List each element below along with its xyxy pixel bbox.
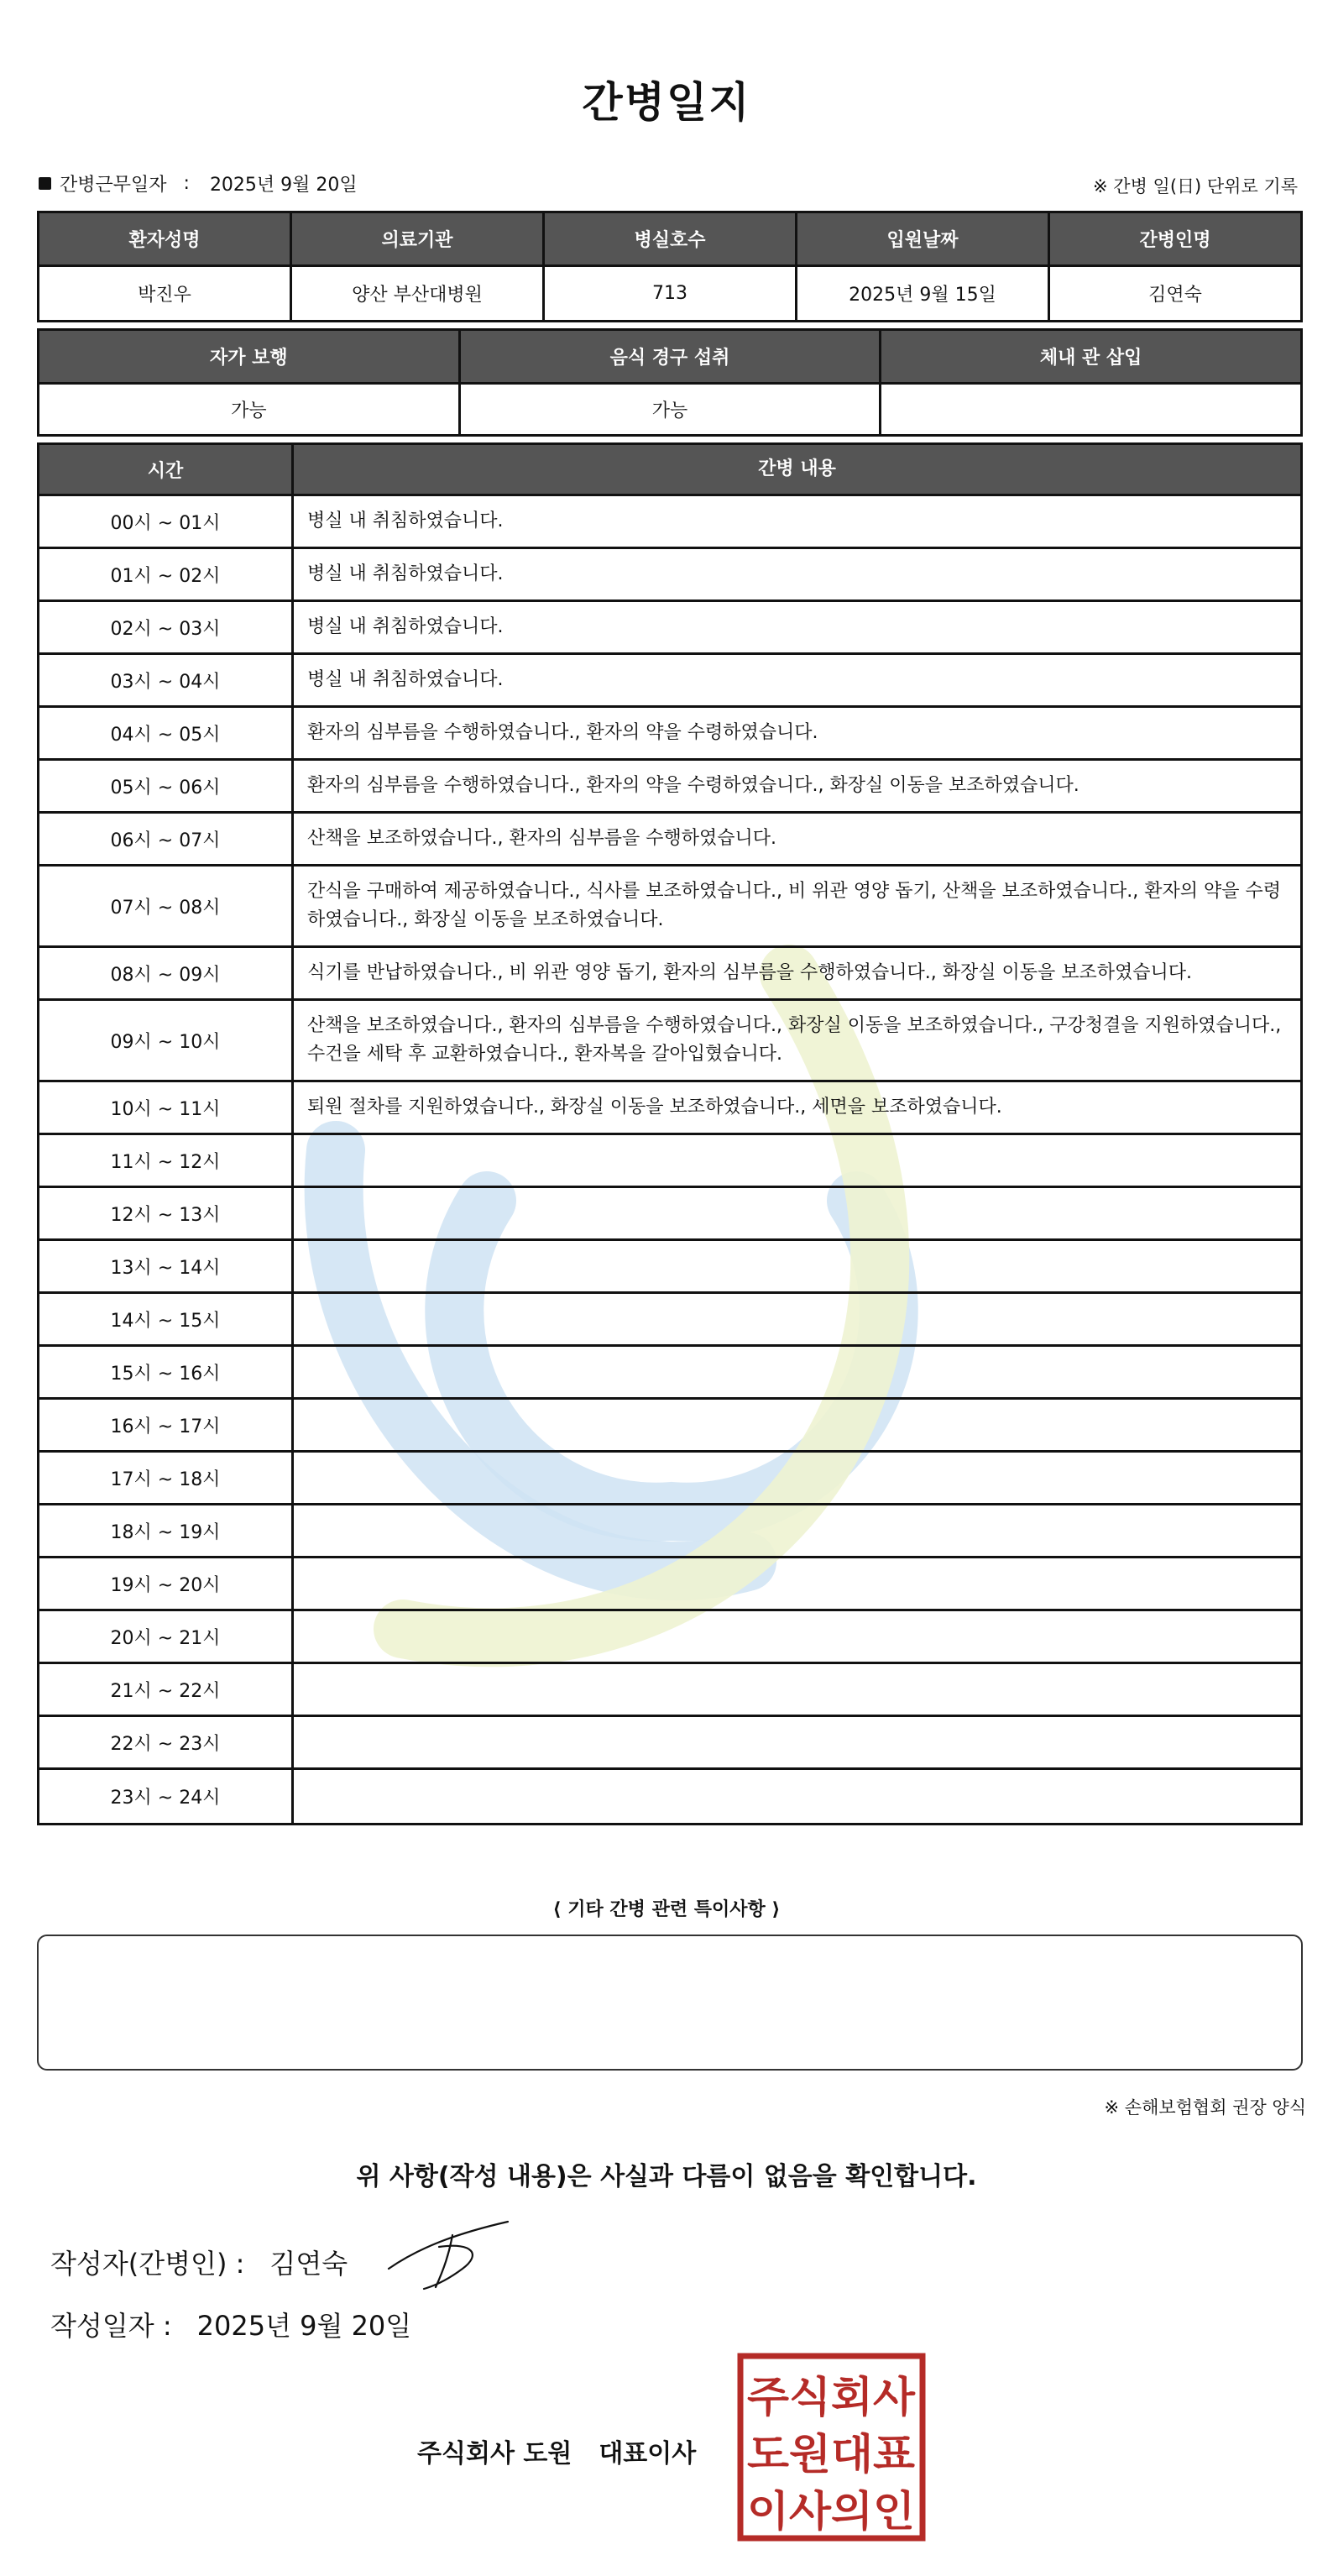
row-content: 식기를 반납하였습니다., 비 위관 영양 돕기, 환자의 심부름을 수행하였습니다., 화장실 이동을 보조하였습니다. <box>307 962 1192 983</box>
row-time: 12시 ~ 13시 <box>39 1188 294 1238</box>
row-time: 22시 ~ 23시 <box>39 1717 294 1767</box>
admission-date: 2025년 9월 15일 <box>797 266 1049 322</box>
written-date-label: 작성일자 : <box>50 2310 172 2342</box>
time-header: 시간 <box>39 445 294 494</box>
table-row <box>39 602 1300 655</box>
company-name: 주식회사 도원 <box>417 2439 572 2469</box>
row-time: 01시 ~ 02시 <box>39 549 294 599</box>
written-date-line <box>50 2305 411 2343</box>
work-date <box>39 170 358 196</box>
work-date-label: 간병근무일자 <box>60 175 167 196</box>
row-content: 산책을 보조하였습니다., 환자의 심부름을 수행하였습니다., 화장실 이동을 보조하였습니다., 구강청결을 지원하였습니다., 수건을 세탁 후 교환하였습니다., 환자복을 갈아입혔습니다. <box>307 1015 1282 1065</box>
row-content <box>294 1558 1300 1609</box>
table-row <box>39 1347 1300 1400</box>
row-time: 04시 ~ 05시 <box>39 708 294 758</box>
row-content <box>294 1294 1300 1344</box>
work-date-value: 2025년 9월 20일 <box>209 175 358 196</box>
table-row <box>39 761 1300 814</box>
row-content <box>294 1241 1300 1291</box>
document-title: 간병일지 <box>582 78 751 127</box>
company-line <box>417 2432 696 2469</box>
row-content: 간식을 구매하여 제공하였습니다., 식사를 보조하였습니다., 비 위관 영양 돕기, 산책을 보조하였습니다., 환자의 약을 수령하였습니다., 화장실 이동을 보조하였습니다. <box>307 881 1281 930</box>
table-row <box>39 1453 1300 1505</box>
table-row <box>39 496 1300 549</box>
patient-status-value-row <box>39 384 1302 436</box>
row-content: 병실 내 취침하였습니다. <box>307 510 504 531</box>
header-walking: 자가 보행 <box>39 330 460 384</box>
header-oral-intake: 음식 경구 섭취 <box>459 330 881 384</box>
row-time: 09시 ~ 10시 <box>39 1001 294 1080</box>
caregiver-name: 김연숙 <box>1049 266 1302 322</box>
row-content: 퇴원 절차를 지원하였습니다., 화장실 이동을 보조하였습니다., 세면을 보조하였습니다. <box>307 1097 1002 1118</box>
table-row <box>39 1001 1300 1082</box>
row-time: 02시 ~ 03시 <box>39 602 294 652</box>
patient-info-value-row <box>39 266 1302 322</box>
row-time: 13시 ~ 14시 <box>39 1241 294 1291</box>
written-date-value: 2025년 9월 20일 <box>196 2310 412 2342</box>
row-time: 20시 ~ 21시 <box>39 1611 294 1662</box>
table-row <box>39 655 1300 708</box>
patient-status-table <box>37 328 1303 437</box>
table-row <box>39 549 1300 602</box>
writer-name: 김연숙 <box>269 2248 348 2280</box>
patient-info-header-row <box>39 212 1302 266</box>
row-content: 환자의 심부름을 수행하였습니다., 환자의 약을 수령하였습니다., 화장실 이동을 보조하였습니다. <box>307 775 1079 796</box>
table-row <box>39 708 1300 761</box>
row-time: 00시 ~ 01시 <box>39 496 294 547</box>
company-seal-icon <box>737 2353 926 2542</box>
ceo-title: 대표이사 <box>599 2439 697 2469</box>
table-row <box>39 814 1300 867</box>
row-time: 11시 ~ 12시 <box>39 1135 294 1186</box>
row-time: 14시 ~ 15시 <box>39 1294 294 1344</box>
patient-info-table <box>37 211 1303 322</box>
row-time: 17시 ~ 18시 <box>39 1453 294 1503</box>
bullet-square-icon <box>39 177 51 190</box>
table-row <box>39 1770 1300 1823</box>
walking-status: 가능 <box>39 384 460 436</box>
content-header: 간병 내용 <box>758 458 836 479</box>
table-row <box>39 1188 1300 1241</box>
oral-intake-status: 가능 <box>459 384 881 436</box>
table-row <box>39 948 1300 1001</box>
row-time: 15시 ~ 16시 <box>39 1347 294 1397</box>
notes-title: ⟨ 기타 간병 관련 특이사항 ⟩ <box>552 1899 781 1920</box>
patient-status-header-row <box>39 330 1302 384</box>
row-time: 23시 ~ 24시 <box>39 1770 294 1823</box>
row-content <box>294 1135 1300 1186</box>
row-content: 병실 내 취침하였습니다. <box>307 563 504 584</box>
tube-status <box>881 384 1302 436</box>
table-row <box>39 1611 1300 1664</box>
table-row <box>39 1558 1300 1611</box>
header-caregiver-name: 간병인명 <box>1049 212 1302 266</box>
row-time: 18시 ~ 19시 <box>39 1505 294 1556</box>
table-row <box>39 1294 1300 1347</box>
notes-box <box>37 1935 1303 2071</box>
writer-label: 작성자(간병인) : <box>50 2248 245 2280</box>
care-log-header-row <box>39 445 1300 496</box>
header-tube: 체내 관 삽입 <box>881 330 1302 384</box>
form-footnote: ※ 손해보험협회 권장 양식 <box>1104 2097 1306 2118</box>
row-time: 08시 ~ 09시 <box>39 948 294 998</box>
row-time: 21시 ~ 22시 <box>39 1664 294 1715</box>
table-row <box>39 1664 1300 1717</box>
seal-line-3: 이사의인 <box>747 2487 915 2536</box>
row-time: 10시 ~ 11시 <box>39 1082 294 1133</box>
row-content: 산책을 보조하였습니다., 환자의 심부름을 수행하였습니다. <box>307 828 777 849</box>
row-time: 06시 ~ 07시 <box>39 814 294 864</box>
row-content <box>294 1717 1300 1767</box>
work-date-colon: : <box>183 173 190 194</box>
writer-line <box>50 2243 348 2281</box>
signature-icon <box>382 2217 516 2292</box>
header-admission-date: 입원날짜 <box>797 212 1049 266</box>
row-time: 07시 ~ 08시 <box>39 867 294 945</box>
room-number: 713 <box>544 266 797 322</box>
confirmation-text: 위 사항(작성 내용)은 사실과 다름이 없음을 확인합니다. <box>356 2162 977 2191</box>
seal-line-1: 주식회사 <box>747 2373 916 2422</box>
row-content: 환자의 심부름을 수행하였습니다., 환자의 약을 수령하였습니다. <box>307 722 818 743</box>
row-content <box>294 1188 1300 1238</box>
row-content <box>294 1453 1300 1503</box>
table-row <box>39 1400 1300 1453</box>
row-content <box>294 1347 1300 1397</box>
row-time: 03시 ~ 04시 <box>39 655 294 705</box>
table-row <box>39 1241 1300 1294</box>
row-content: 병실 내 취침하였습니다. <box>307 616 504 637</box>
row-content <box>294 1400 1300 1450</box>
row-content: 병실 내 취침하였습니다. <box>307 669 504 690</box>
row-time: 19시 ~ 20시 <box>39 1558 294 1609</box>
row-time: 16시 ~ 17시 <box>39 1400 294 1450</box>
table-row <box>39 867 1300 948</box>
table-row <box>39 1135 1300 1188</box>
row-time: 05시 ~ 06시 <box>39 761 294 811</box>
table-row <box>39 1082 1300 1135</box>
row-content <box>294 1664 1300 1715</box>
row-content <box>294 1770 1300 1823</box>
header-room: 병실호수 <box>544 212 797 266</box>
header-patient-name: 환자성명 <box>39 212 291 266</box>
patient-name: 박진우 <box>39 266 291 322</box>
header-hospital: 의료기관 <box>291 212 544 266</box>
care-log-table <box>37 442 1303 1825</box>
hospital: 양산 부산대병원 <box>291 266 544 322</box>
table-row <box>39 1505 1300 1558</box>
row-content <box>294 1505 1300 1556</box>
table-row <box>39 1717 1300 1770</box>
row-content <box>294 1611 1300 1662</box>
seal-line-2: 도원대표 <box>747 2430 916 2479</box>
unit-note: ※ 간병 일(日) 단위로 기록 <box>1093 176 1298 196</box>
